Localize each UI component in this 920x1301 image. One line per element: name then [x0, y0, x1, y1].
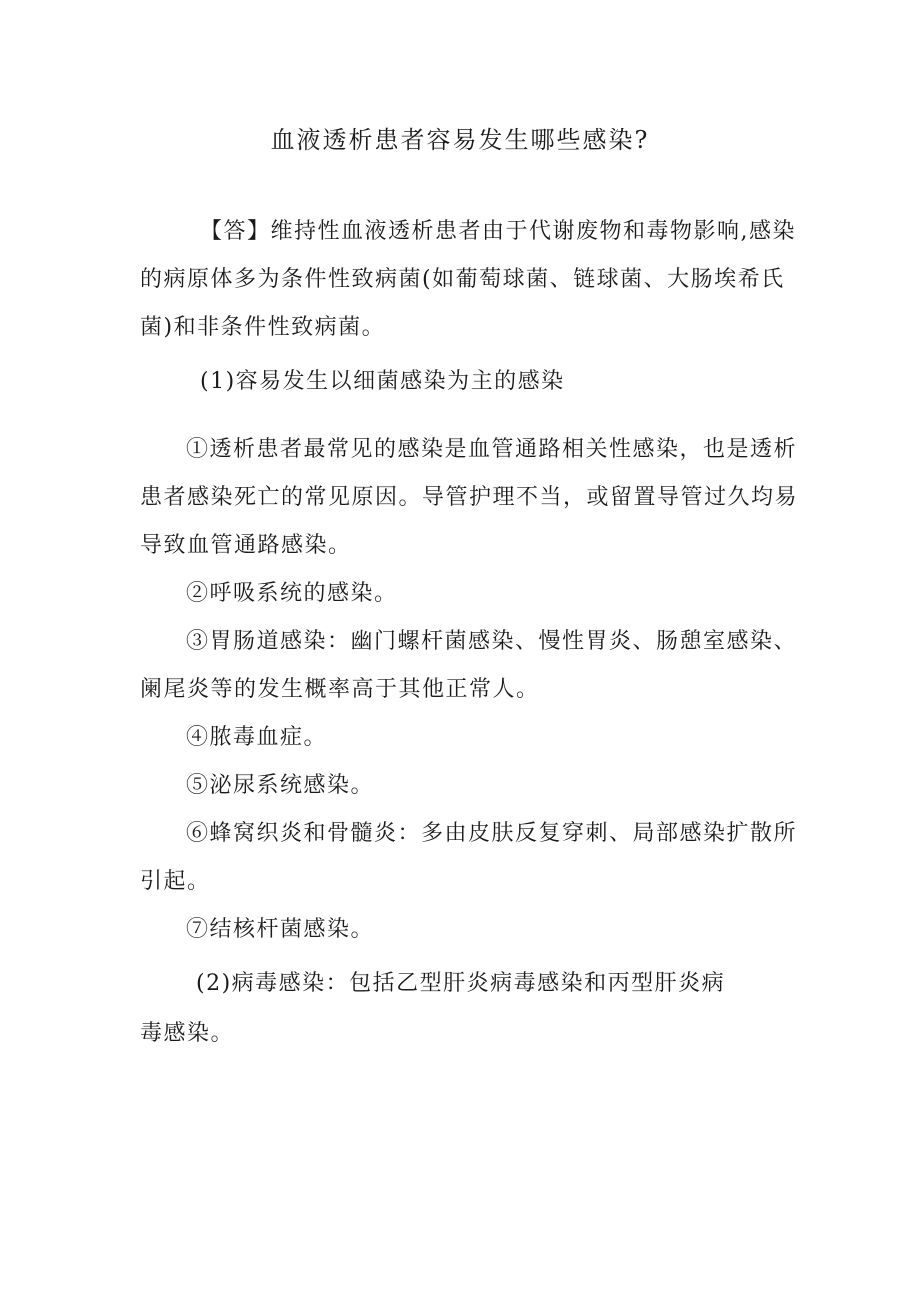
section-1-heading: (1)容易发生以细菌感染为主的感染 — [200, 369, 565, 394]
answer-line-3: 菌)和非条件性致病菌。 — [140, 315, 386, 340]
section-2-line-1: (2)病毒感染：包括乙型肝炎病毒感染和丙型肝炎病 — [196, 971, 726, 996]
item-1-line-2: 患者感染死亡的常见原因。导管护理不当，或留置导管过久均易 — [140, 485, 799, 510]
item-3-line-1: ③胃肠道感染：幽门螺杆菌感染、慢性胃炎、肠憩室感染、 — [186, 629, 798, 654]
item-4: ④脓毒血症。 — [186, 725, 328, 750]
answer-line-2: 的病原体多为条件性致病菌(如葡萄球菌、链球菌、大肠埃希氏 — [140, 267, 785, 292]
item-7: ⑦结核杆菌感染。 — [186, 917, 375, 942]
item-3-line-2: 阑尾炎等的发生概率高于其他正常人。 — [140, 677, 540, 702]
document-title: 血液透析患者容易发生哪些感染? — [270, 126, 650, 154]
item-6-line-2: 引起。 — [140, 869, 211, 894]
item-6-line-1: ⑥蜂窝织炎和骨髓炎：多由皮肤反复穿刺、局部感染扩散所 — [186, 821, 798, 846]
item-1-line-1: ①透析患者最常见的感染是血管通路相关性感染，也是透析 — [186, 437, 798, 462]
answer-line-1: 【答】维持性血液透析患者由于代谢废物和毒物影响,感染 — [200, 219, 796, 244]
item-1-line-3: 导致血管通路感染。 — [140, 533, 352, 558]
item-2: ②呼吸系统的感染。 — [186, 581, 398, 606]
section-2-line-2: 毒感染。 — [140, 1021, 235, 1046]
item-5: ⑤泌尿系统感染。 — [186, 773, 375, 798]
